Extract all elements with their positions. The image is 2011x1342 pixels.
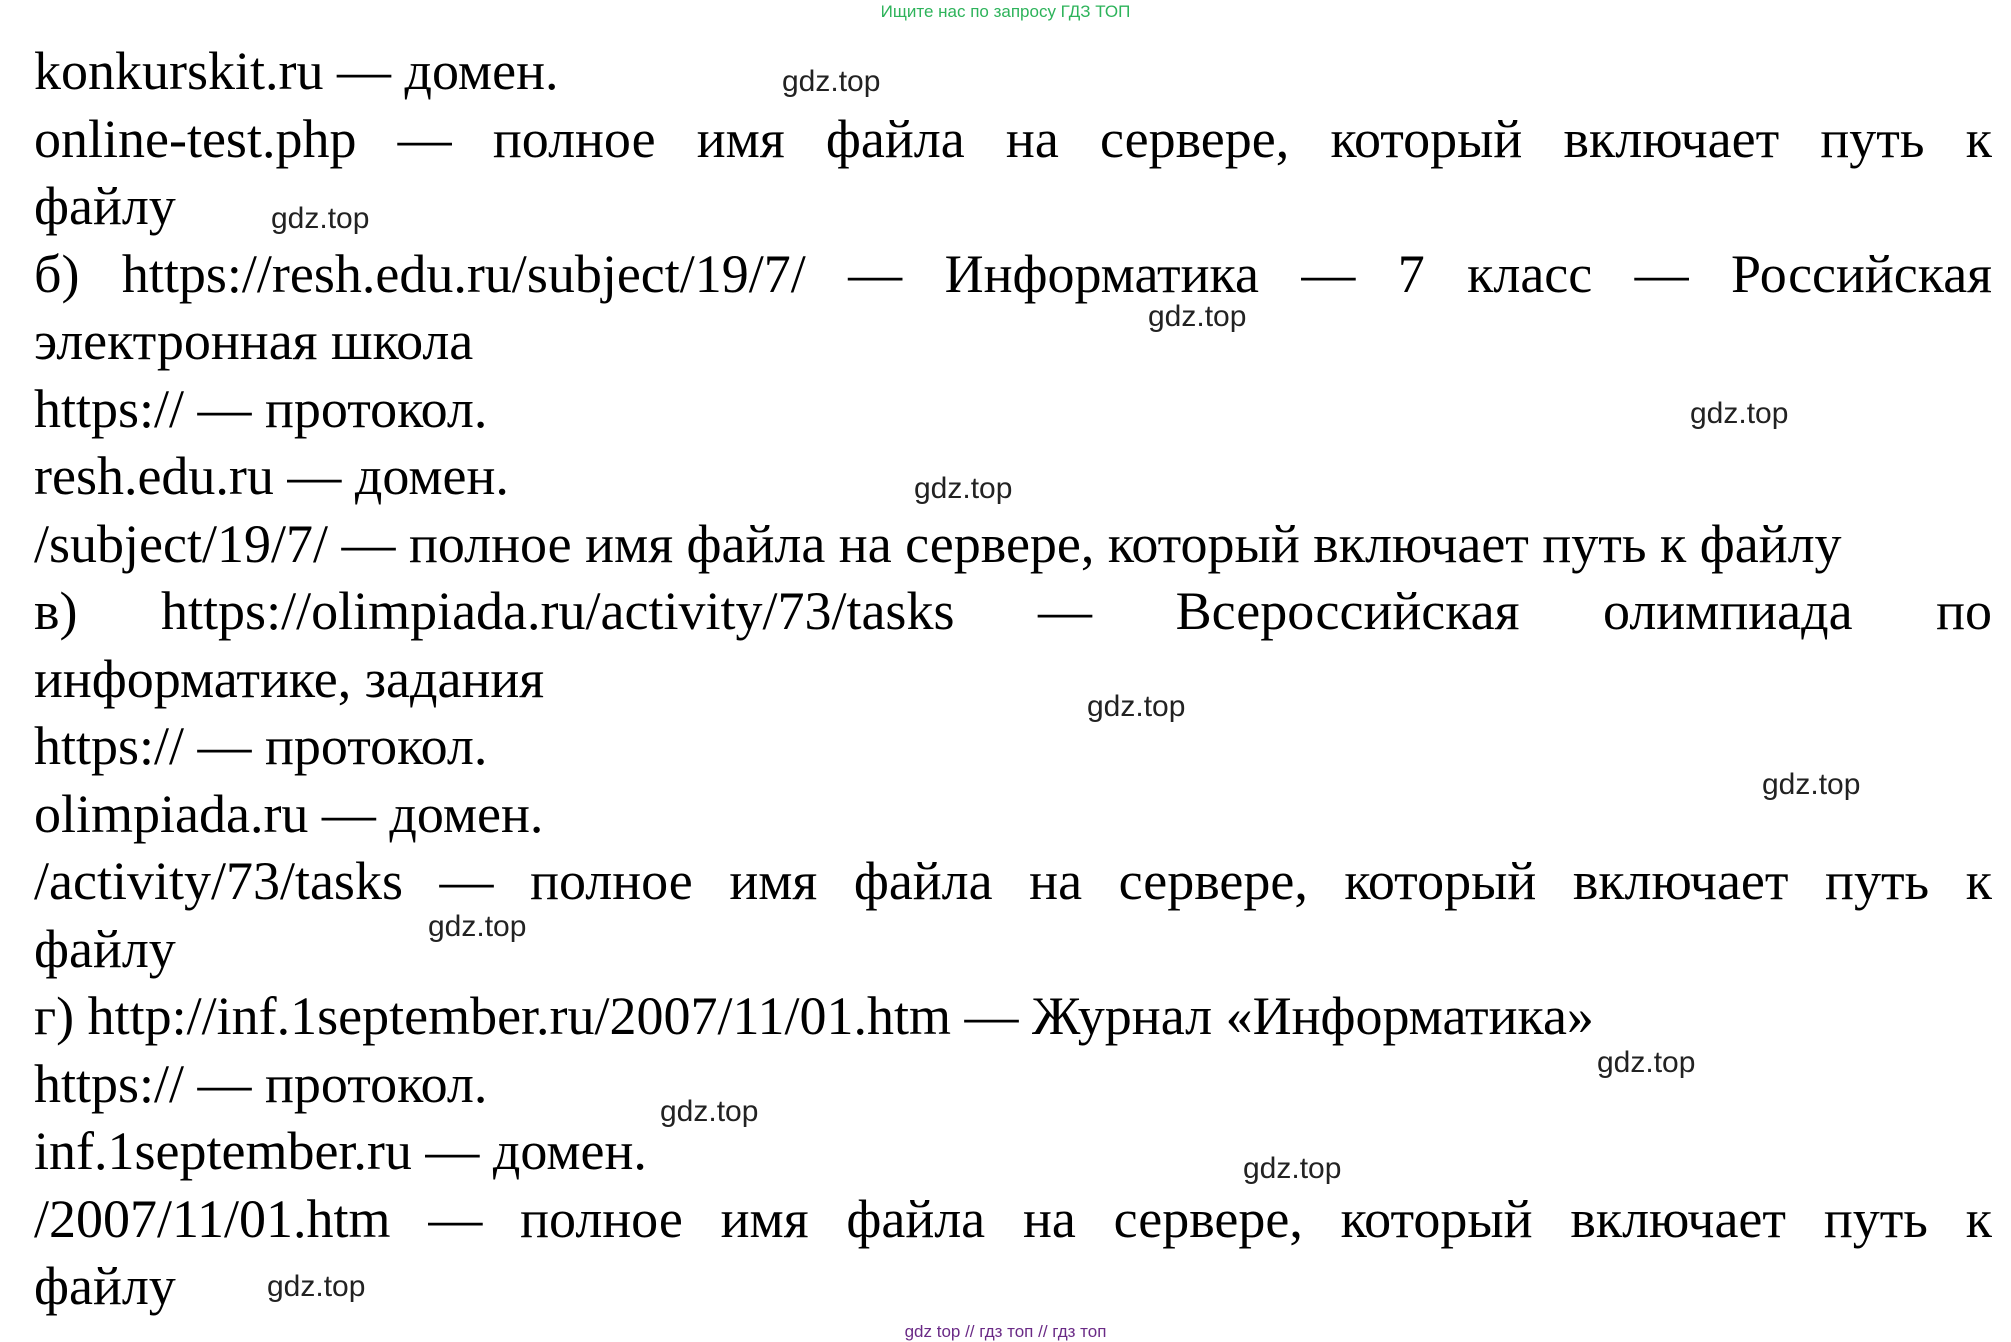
text-line: /activity/73/tasks — полное имя файла на сервере, который включает путь к	[34, 851, 1992, 911]
text-line: inf.1september.ru — домен.	[34, 1121, 647, 1181]
text-line: https:// — протокол.	[34, 1053, 488, 1114]
text-line: файлу	[34, 918, 176, 979]
text-line: olimpiada.ru — домен.	[34, 783, 544, 844]
text-line: электронная школа	[34, 311, 474, 371]
watermark: gdz.top	[1690, 397, 1789, 430]
text-line: resh.edu.ru — домен.	[34, 446, 509, 506]
text-line: файлу	[34, 1256, 176, 1316]
top-banner: Ищите нас по запросу ГДЗ ТОП	[880, 2, 1131, 21]
watermark: gdz.top	[1243, 1152, 1342, 1185]
text-line: konkurskit.ru — домен.	[34, 41, 559, 101]
text-line: информатике, задания	[34, 648, 545, 709]
text-line: https:// — протокол.	[34, 716, 488, 776]
text-line: online-test.php — полное имя файла на сервере, который включает путь к	[34, 108, 1992, 169]
watermark: gdz.top	[914, 472, 1013, 505]
watermark: gdz.top	[267, 1270, 366, 1303]
text-line: /subject/19/7/ — полное имя файла на сервере, который включает путь к файлу	[34, 513, 1842, 574]
text-line: файлу	[34, 176, 176, 236]
text-line: в) https://olimpiada.ru/activity/73/tasks — Всероссийская олимпиада по	[34, 581, 1992, 641]
watermark: gdz.top	[1597, 1046, 1696, 1079]
text-line: г) http://inf.1september.ru/2007/11/01.htm — Журнал «Информатика»	[34, 986, 1594, 1046]
watermark: gdz.top	[271, 202, 370, 235]
watermark: gdz.top	[1148, 300, 1247, 333]
text-line: https:// — протокол.	[34, 378, 488, 439]
watermark: gdz.top	[1762, 768, 1861, 801]
text-line: /2007/11/01.htm — полное имя файла на сервере, который включает путь к	[34, 1188, 1992, 1249]
watermark: gdz.top	[782, 65, 881, 98]
watermark: gdz.top	[660, 1095, 759, 1128]
watermark: gdz.top	[1087, 690, 1186, 723]
text-line: б) https://resh.edu.ru/subject/19/7/ — Информатика — 7 класс — Российская	[34, 243, 1992, 304]
footer-watermark: gdz top // гдз топ // гдз топ	[904, 1322, 1107, 1341]
watermark: gdz.top	[428, 910, 527, 943]
